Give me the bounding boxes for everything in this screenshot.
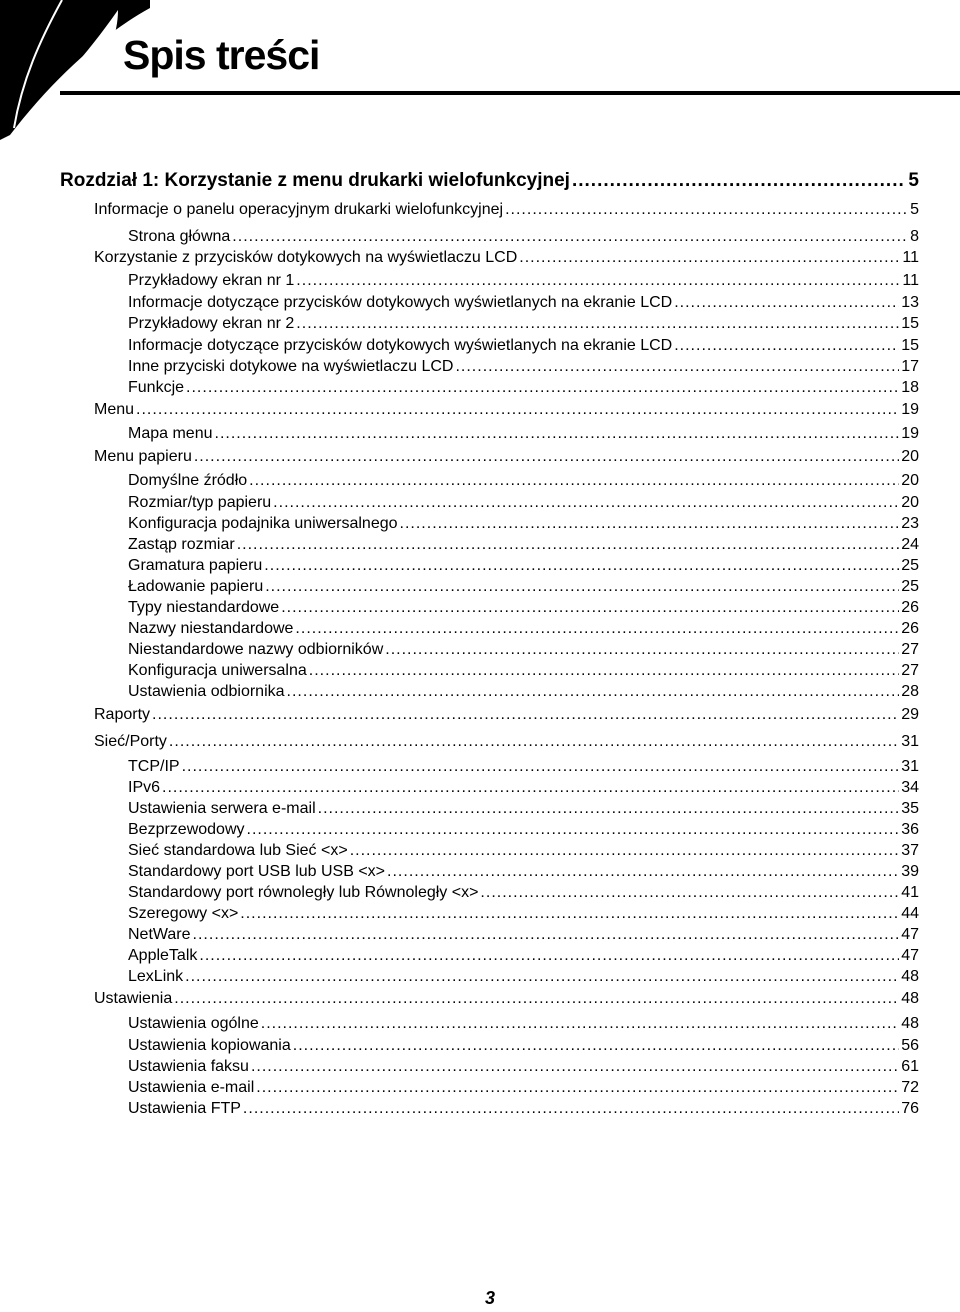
toc-dot-leader [296, 270, 900, 292]
toc-entry[interactable] [128, 492, 919, 514]
toc-dot-leader [264, 555, 899, 577]
toc-dot-leader [265, 576, 899, 598]
toc-entry[interactable] [94, 446, 919, 468]
toc-dot-leader [215, 423, 900, 445]
toc-entry-label: Ustawienia odbiornika [128, 683, 285, 700]
toc-entry-label: Inne przyciski dotykowe na wyświetlaczu LCD [128, 358, 454, 375]
toc-entry-label: Sieć/Porty [94, 733, 167, 750]
toc-entry-page: 19 [901, 401, 919, 418]
toc-entry-page: 72 [901, 1079, 919, 1096]
toc-entry-page: 29 [901, 706, 919, 723]
toc-dot-leader [247, 819, 900, 841]
toc-entry-label: Mapa menu [128, 425, 213, 442]
toc-entry[interactable] [94, 399, 919, 421]
toc-entry-label: LexLink [128, 968, 184, 985]
toc-entry-label: Zastąp rozmiar [128, 536, 235, 553]
toc-entry[interactable] [128, 597, 919, 619]
toc-entry-page: 8 [910, 228, 919, 245]
toc-dot-leader [199, 945, 899, 967]
toc-entry[interactable] [94, 247, 919, 269]
toc-entry-page: 31 [901, 733, 919, 750]
toc-dot-leader [232, 226, 908, 248]
toc-dot-leader [240, 903, 899, 925]
toc-dot-leader [505, 199, 908, 221]
toc-entry[interactable] [128, 1077, 919, 1099]
toc-entry-label: Przykładowy ekran nr 2 [128, 315, 295, 332]
toc-entry[interactable] [128, 1035, 919, 1057]
toc-entry-page: 17 [901, 358, 919, 375]
toc-entry-label: Szeregowy <x> [128, 905, 239, 922]
toc-entry[interactable] [128, 882, 919, 904]
toc-entry[interactable] [128, 335, 919, 357]
toc-entry-page: 28 [901, 683, 919, 700]
toc-entry-label: Funkcje [128, 379, 185, 396]
page-number: 3 [484, 1288, 495, 1308]
toc-entry-label: Ustawienia faksu [128, 1058, 249, 1075]
toc-entry[interactable] [128, 840, 919, 862]
toc-dot-leader [455, 356, 899, 378]
toc-entry[interactable] [128, 1013, 919, 1035]
toc-dot-leader [385, 639, 899, 661]
toc-entry-page: 48 [901, 1015, 919, 1032]
toc-entry-label: Ustawienia kopiowania [128, 1037, 291, 1054]
toc-entry[interactable] [128, 966, 919, 988]
toc-dot-leader [193, 924, 900, 946]
toc-entry-label: Sieć standardowa lub Sieć <x> [128, 842, 348, 859]
toc-entry-page: 47 [901, 947, 919, 964]
toc-entry-label: Ładowanie papieru [128, 578, 264, 595]
toc-dot-leader [174, 988, 899, 1010]
toc-entry[interactable] [94, 988, 919, 1010]
toc-entry-label: AppleTalk [128, 947, 198, 964]
toc-entry-label: Przykładowy ekran nr 1 [128, 272, 295, 289]
toc-entry[interactable] [128, 924, 919, 946]
toc-entry-page: 76 [901, 1100, 919, 1117]
toc-entry[interactable] [128, 470, 919, 492]
toc-entry-page: 20 [901, 448, 919, 465]
toc-entry-page: 48 [901, 990, 919, 1007]
toc-entry[interactable] [128, 798, 919, 820]
toc-entry-page: 56 [901, 1037, 919, 1054]
toc-entry[interactable] [128, 819, 919, 841]
toc-entry[interactable] [128, 356, 919, 378]
toc-entry[interactable] [128, 660, 919, 682]
toc-entry[interactable] [128, 313, 919, 335]
toc-entry-page: 26 [901, 620, 919, 637]
toc-entry-label: Strona główna [128, 228, 231, 245]
toc-entry-label: IPv6 [128, 779, 161, 796]
toc-dot-leader [185, 966, 899, 988]
toc-dot-leader [293, 1035, 899, 1057]
toc-entry-label: Standardowy port równoległy lub Równoległy <x> [128, 884, 479, 901]
toc-entry-label: Ustawienia e-mail [128, 1079, 255, 1096]
toc-entry-label: Korzystanie z przycisków dotykowych na wyświetlaczu LCD [94, 249, 518, 266]
toc-entry[interactable] [128, 777, 919, 799]
toc-entry[interactable] [128, 292, 919, 314]
toc-entry-label: Konfiguracja podajnika uniwersalnego [128, 515, 398, 532]
toc-dot-leader [169, 731, 899, 753]
toc-entry-label: Ustawienia [94, 990, 173, 1007]
toc-dot-leader [318, 798, 900, 820]
toc-entry[interactable] [128, 270, 919, 292]
toc-entry-page: 47 [901, 926, 919, 943]
toc-dot-leader [387, 861, 899, 883]
toc-dot-leader [674, 335, 899, 357]
toc-entry[interactable] [94, 199, 919, 221]
toc-dot-leader [152, 704, 899, 726]
toc-dot-leader [256, 1077, 899, 1099]
toc-entry[interactable] [128, 861, 919, 883]
toc-entry-page: 23 [901, 515, 919, 532]
toc-dot-leader [243, 1098, 899, 1120]
toc-entry-page: 11 [902, 272, 919, 289]
toc-dot-leader [480, 882, 899, 904]
toc-entry[interactable] [128, 423, 919, 445]
toc-entry-page: 41 [901, 884, 919, 901]
toc-entry-label: Standardowy port USB lub USB <x> [128, 863, 386, 880]
toc-entry-page: 39 [901, 863, 919, 880]
toc-dot-leader [309, 660, 899, 682]
toc-entry[interactable] [128, 226, 919, 248]
toc-entry-label: Menu papieru [94, 448, 192, 465]
toc-entry-label: Bezprzewodowy [128, 821, 245, 838]
toc-dot-leader [162, 777, 899, 799]
toc-dot-leader [519, 247, 900, 269]
toc-entry-page: 19 [901, 425, 919, 442]
toc-dot-leader [182, 756, 900, 778]
toc-entry-label: Nazwy niestandardowe [128, 620, 294, 637]
toc-dot-leader [295, 618, 899, 640]
toc-entry-label: Ustawienia FTP [128, 1100, 241, 1117]
toc-entry-page: 18 [901, 379, 919, 396]
toc-dot-leader [400, 513, 900, 535]
toc-entry[interactable] [128, 618, 919, 640]
toc-dot-leader [136, 399, 899, 421]
toc-entry[interactable] [128, 903, 919, 925]
toc-entry-page: 61 [901, 1058, 919, 1075]
toc-dot-leader [674, 292, 899, 314]
toc-entry[interactable] [128, 1098, 919, 1120]
toc-dot-leader [350, 840, 900, 862]
toc-dot-leader [194, 446, 899, 468]
toc-entry-page: 27 [901, 662, 919, 679]
toc-entry[interactable] [128, 534, 919, 556]
toc-entry-page: 48 [901, 968, 919, 985]
toc-entry-page: 24 [901, 536, 919, 553]
toc-entry-page: 35 [901, 800, 919, 817]
toc-dot-leader [273, 492, 899, 514]
toc-entry-page: 20 [901, 472, 919, 489]
toc-entry-page: 15 [901, 337, 919, 354]
toc-entry-label: Ustawienia ogólne [128, 1015, 259, 1032]
toc-entry[interactable] [128, 1056, 919, 1078]
toc-entry-label: Domyślne źródło [128, 472, 248, 489]
toc-entry-page: 31 [901, 758, 919, 775]
toc-entry-label: Rozdział 1: Korzystanie z menu drukarki wielofunkcyjnej [60, 170, 570, 191]
toc-entry-label: Informacje dotyczące przycisków dotykowych wyświetlanych na ekranie LCD [128, 294, 673, 311]
toc-entry-label: Menu [94, 401, 135, 418]
toc-entry[interactable] [128, 576, 919, 598]
toc-entry-page: 13 [901, 294, 919, 311]
toc-entry-label: Rozmiar/typ papieru [128, 494, 272, 511]
toc-entry-page: 26 [901, 599, 919, 616]
toc-dot-leader [281, 597, 899, 619]
toc-dot-leader [186, 377, 899, 399]
toc-dot-leader [296, 313, 899, 335]
toc-entry-page: 25 [901, 557, 919, 574]
toc-entry[interactable] [128, 756, 919, 778]
toc-entry[interactable] [128, 945, 919, 967]
toc-entry-label: NetWare [128, 926, 191, 943]
toc-entry-label: Informacje dotyczące przycisków dotykowych wyświetlanych na ekranie LCD [128, 337, 673, 354]
toc-entry-page: 25 [901, 578, 919, 595]
toc-entry[interactable] [94, 731, 919, 753]
toc-entry-label: Ustawienia serwera e-mail [128, 800, 316, 817]
toc-entry-page: 37 [901, 842, 919, 859]
toc-entry-label: Typy niestandardowe [128, 599, 280, 616]
toc-entry-page: 15 [901, 315, 919, 332]
toc-entry-page: 27 [901, 641, 919, 658]
toc-entry-page: 44 [901, 905, 919, 922]
toc-entry-label: Gramatura papieru [128, 557, 263, 574]
toc-entry-page: 5 [908, 170, 919, 191]
toc-dot-leader [251, 1056, 899, 1078]
toc-entry-page: 34 [901, 779, 919, 796]
toc-entry[interactable] [60, 168, 919, 194]
toc-entry-label: Informacje o panelu operacyjnym drukarki wielofunkcyjnej [94, 201, 504, 218]
toc-entry-page: 20 [901, 494, 919, 511]
toc-entry[interactable] [128, 513, 919, 535]
toc-entry-label: Niestandardowe nazwy odbiorników [128, 641, 384, 658]
toc-entry-page: 5 [910, 201, 919, 218]
toc-entry[interactable] [128, 681, 919, 703]
toc-dot-leader [249, 470, 899, 492]
toc-entry-page: 36 [901, 821, 919, 838]
toc-dot-leader [261, 1013, 899, 1035]
toc-dot-leader [287, 681, 900, 703]
page-title: Spis treści [123, 32, 320, 78]
toc-entry-page: 11 [902, 249, 919, 266]
toc-entry[interactable] [128, 555, 919, 577]
toc-entry[interactable] [128, 639, 919, 661]
toc-entry[interactable] [128, 377, 919, 399]
toc-entry-label: Raporty [94, 706, 151, 723]
toc-entry[interactable] [94, 704, 919, 726]
toc-entry-label: Konfiguracja uniwersalna [128, 662, 307, 679]
toc-dot-leader [237, 534, 900, 556]
toc-dot-leader [572, 168, 906, 194]
toc-entry-label: TCP/IP [128, 758, 180, 775]
